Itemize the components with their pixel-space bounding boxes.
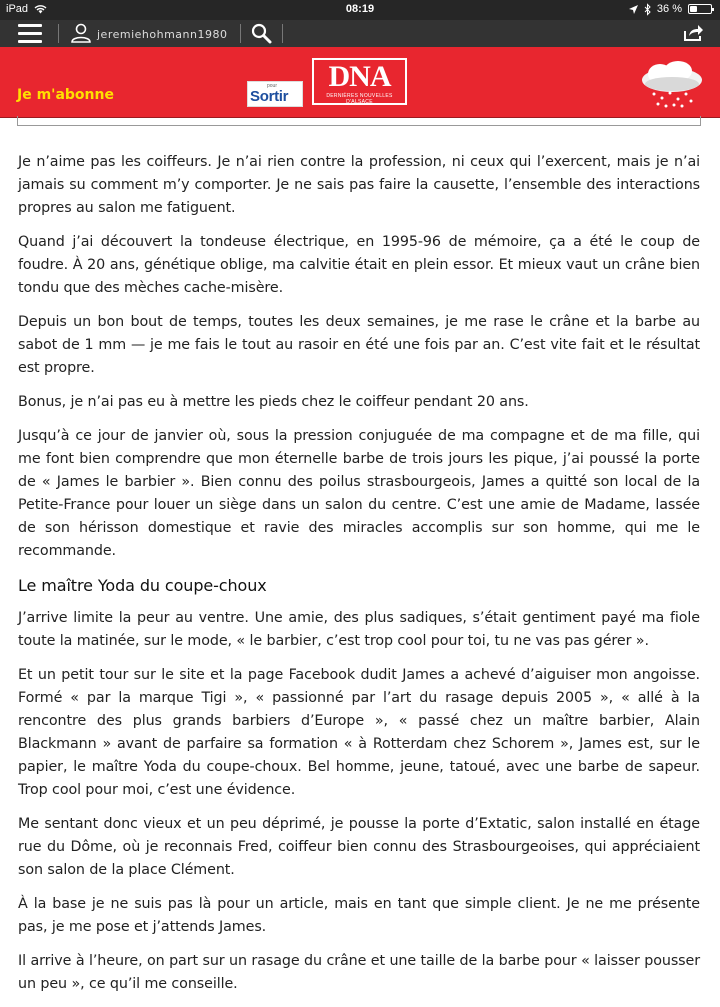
menu-icon[interactable] [18, 24, 42, 43]
article-body [18, 151, 700, 1007]
battery-percent: 36 % [656, 3, 682, 15]
header-banner [0, 47, 720, 118]
sortir-logo-pour: pour [267, 83, 278, 89]
article-paragraph: Quand j’ai découvert la tondeuse électrique, en 1995-96 de mémoire, ça a été le coup de foudre. À 20 ans, génétique oblige, ma calvitie était en plein essor. Et mieux vaut un crâne bien tondu que des mèches cache-misère. [18, 234, 700, 296]
dna-logo-subtitle: DERNIÈRES NOUVELLES D'ALSACE [326, 93, 393, 105]
bluetooth-icon [644, 4, 651, 15]
username[interactable]: jeremiehohmann1980 [97, 28, 228, 41]
article-paragraph: J’arrive limite la peur au ventre. Une amie, des plus sadiques, s’était gentiment payé ma fiole toute la matinée, sur le mode, « le barbier, c’est trop cool pour toi, tu ne vas pas gérer ». [18, 610, 700, 649]
article-paragraph: Depuis un bon bout de temps, toutes les deux semaines, je me rase le crâne et la barbe au sabot de 1 mm — je me fais le tout au rasoir en été une fois par an. C’est vite fait et le résultat est propre. [18, 314, 700, 376]
sortir-logo-text: Sortir [250, 88, 289, 105]
device-label: iPad [6, 3, 29, 15]
article-paragraph: Il arrive à l’heure, on part sur un rasage du crâne et une taille de la barbe pour « laisser pousser un peu », ce qu’il me conseille. [18, 953, 700, 992]
subscribe-link[interactable]: Je m'abonne [17, 87, 114, 103]
article-paragraph: Jusqu’à ce jour de janvier où, sous la pression conjuguée de ma compagne et de ma fille, qui me font bien comprendre que mon éternelle barbe de trois jours les pique, j’ai poussé la porte de « James le barbier ». Bien connu des poilus strasbourgeois, James a quitté son local de la Petite-France pour louer un siège dans un salon du centre. C’est une amie de Madame, lassée de son hérisson domestique et ravie des miracles accomplis sur son homme, qui me le recommande. [18, 428, 700, 559]
sortir-logo[interactable] [247, 81, 303, 107]
rain-cloud-icon[interactable] [636, 60, 708, 112]
app-toolbar [0, 20, 720, 47]
share-icon[interactable] [682, 23, 704, 43]
dna-logo-text: DNA [328, 60, 391, 93]
article-paragraph: À la base je ne suis pas là pour un article, mais en tant que simple client. Je ne me présente pas, je me pose et j’attends James. [18, 896, 700, 935]
article-paragraph: Et un petit tour sur le site et la page Facebook dudit James a achevé d’aiguiser mon angoisse. Formé « par la marque Tigi », « passionné par l’art du rasage depuis 2005 », « allé à la rencontre des plus grands barbiers d’Europe », « passé chez un maître barbier, Alain Blackmann » avant de parfaire sa formation « à Rotterdam chez Schorem », James est, sur le papier, le maître Yoda du coupe-choux. Bel homme, jeune, tatoué, avec une barbe de sapeur. Trop cool pour moi, c’est une évidence. [18, 667, 700, 798]
toolbar-divider [240, 24, 241, 43]
article-paragraph: Me sentant donc vieux et un peu déprimé, je pousse la porte d’Extatic, salon installé en étage rue du Dôme, où je reconnais Fred, coiffeur bien connu des Strasbourgeoises, qui appréciaient son salon de la place Clément. [18, 816, 700, 878]
toolbar-divider [282, 24, 283, 43]
battery-fill [690, 6, 697, 12]
article-paragraph: Je n’aime pas les coiffeurs. Je n’ai rien contre la profession, ni ceux qui l’exercent, mais je n’ai jamais su comment m’y comporter. Je ne sais pas faire la causette, l’ensemble des interactions propres au salon me fatiguent. [18, 154, 700, 216]
location-arrow-icon [629, 5, 638, 14]
status-time: 08:19 [345, 3, 375, 15]
toolbar-divider [58, 24, 59, 43]
article-subheading: Le maître Yoda du coupe-choux [18, 576, 267, 595]
battery-icon [688, 4, 712, 14]
status-bar [0, 0, 720, 20]
user-icon[interactable] [70, 23, 92, 43]
search-icon[interactable] [250, 22, 274, 44]
content-frame-edge [17, 116, 701, 126]
article-paragraph: Bonus, je n’ai pas eu à mettre les pieds chez le coiffeur pendant 20 ans. [18, 394, 529, 410]
dna-logo[interactable] [312, 58, 407, 105]
